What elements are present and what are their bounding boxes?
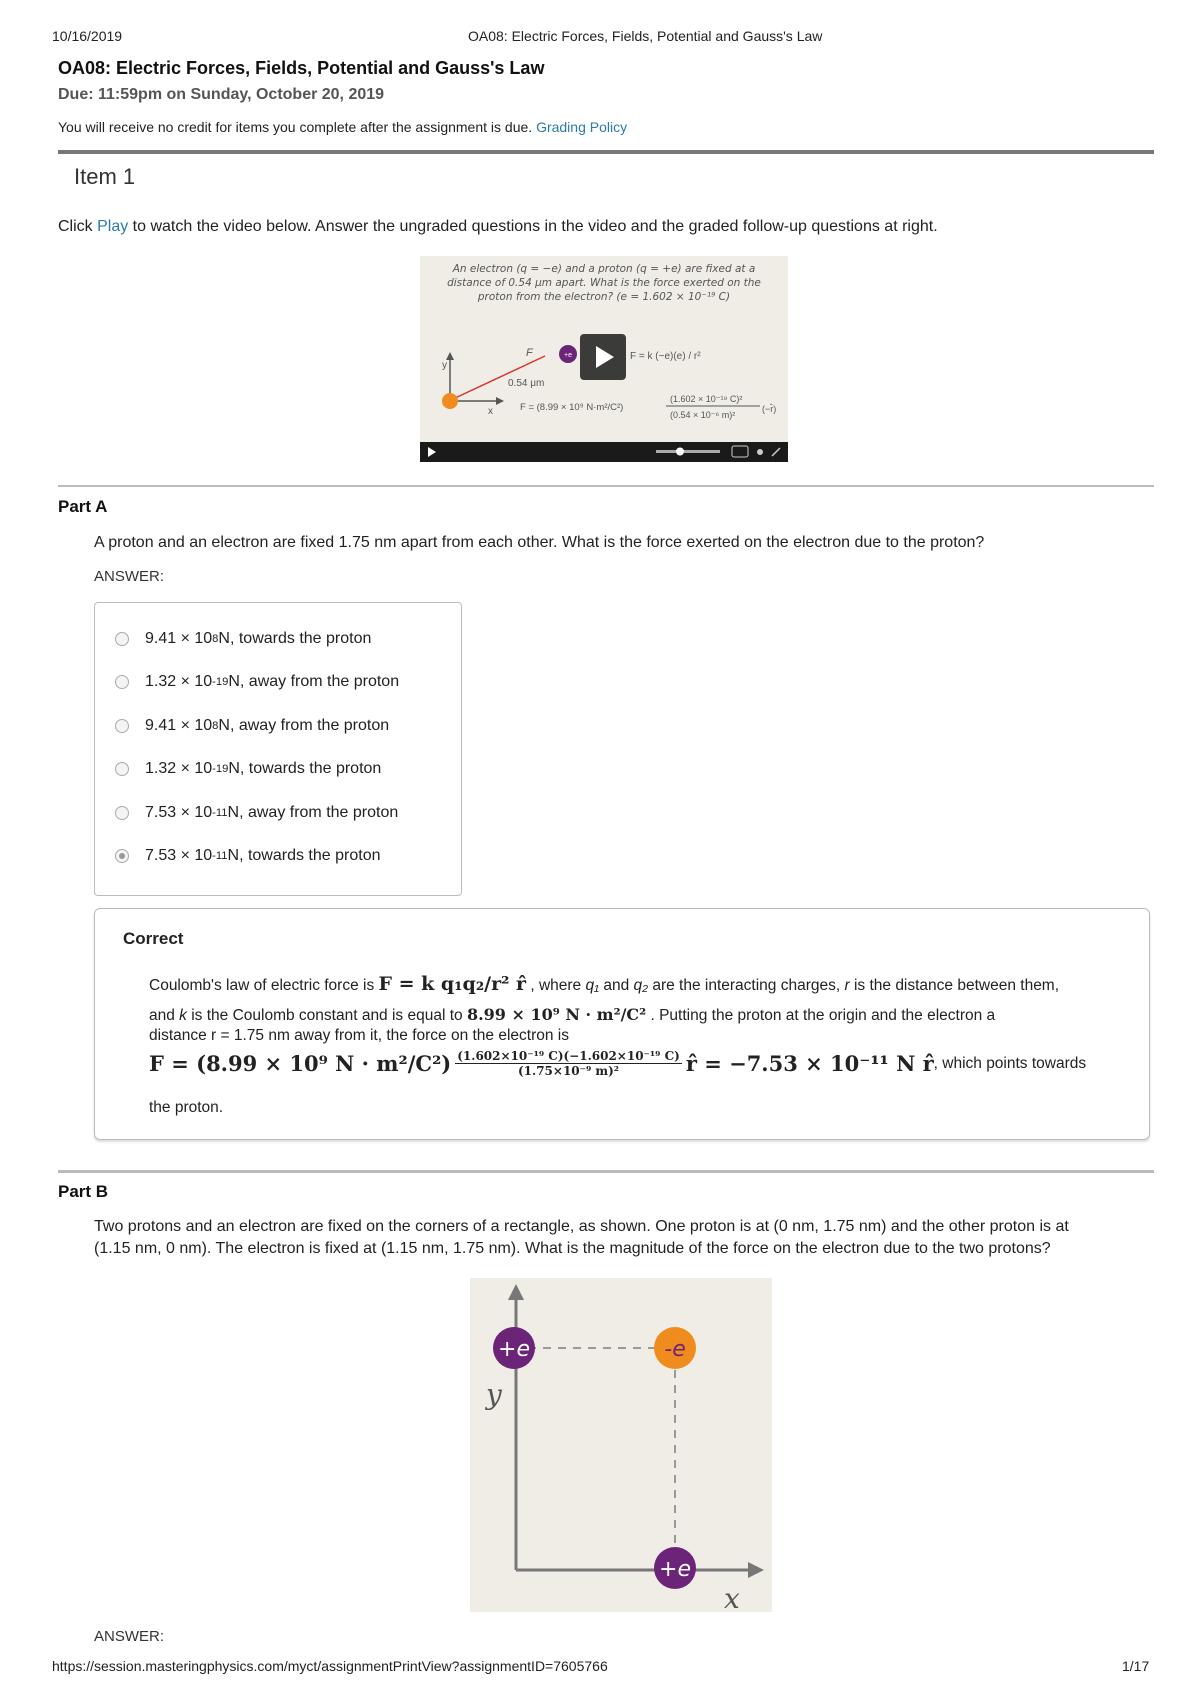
feedback-text: Coulomb's law of electric force is — [149, 977, 379, 994]
intro-text-before: Click — [58, 218, 98, 235]
part-b-label: Part B — [58, 1182, 109, 1201]
feedback-text: is the Coulomb constant and is equal to — [186, 1007, 467, 1024]
choice-exponent: -11 — [212, 850, 228, 862]
y-axis-arrow — [508, 1284, 524, 1300]
proton-right-label: +e — [659, 1557, 691, 1582]
diagram-axis-x: x — [724, 1582, 740, 1612]
part-a-feedback — [94, 908, 1150, 1140]
late-notice-text: You will receive no credit for items you complete after the assignment is due. — [58, 119, 533, 135]
choice-unit: N, away from the proton — [218, 717, 390, 734]
video-question-line-3: proton from the electron? (e = 1.602 × 10⁻¹⁹ C) — [477, 291, 731, 303]
feedback-line-2 — [149, 1005, 995, 1025]
part-b-question-line-1: Two protons and an electron are fixed on the corners of a rectangle, as shown. One proton is at (0 nm, 1.75 nm) and the other proton is at — [94, 1218, 1069, 1235]
late-notice — [58, 119, 627, 135]
choice-unit: N, towards the proton — [227, 847, 381, 864]
part-a-label: Part A — [58, 497, 108, 516]
print-url: https://session.masteringphysics.com/myct/assignmentPrintView?assignmentID=7605766 — [52, 1658, 608, 1674]
radio-button-selected[interactable] — [115, 849, 129, 863]
video-question-line-1: An electron (q = −e) and a proton (q = +e) are fixed at a — [452, 263, 756, 275]
video-electron — [442, 393, 458, 409]
choice-1[interactable] — [115, 628, 371, 650]
diagram-axis-y: y — [486, 1378, 502, 1411]
radio-button[interactable] — [115, 806, 129, 820]
q1-symbol: q₁ — [585, 977, 600, 994]
assignment-title: OA08: Electric Forces, Fields, Potential and Gauss's Law — [58, 58, 545, 78]
print-date: 10/16/2019 — [52, 28, 123, 44]
proton-top-label: +e — [498, 1337, 530, 1362]
part-a-question: A proton and an electron are fixed 1.75 nm apart from each other. What is the force exerted on the electron due to the proton? — [94, 534, 985, 551]
volume-knob — [676, 448, 684, 456]
radio-button[interactable] — [115, 719, 129, 733]
due-date: Due: 11:59pm on Sunday, October 20, 2019 — [58, 86, 385, 103]
video-controls-bar — [420, 442, 788, 462]
feedback-text: . Putting the proton at the origin and the electron a — [646, 1007, 996, 1024]
coulomb-formula: F = k q₁q₂/r² r̂ — [378, 973, 527, 995]
page-number: 1/17 — [1122, 1658, 1150, 1674]
video-formula-2: F = (8.99 × 10⁹ N·m²/C²) — [520, 402, 624, 413]
force-fraction-num: (1.602×10⁻¹⁹ C)(−1.602×10⁻¹⁹ C) — [457, 1049, 680, 1063]
choice-mantissa: 7.53 × 10 — [145, 804, 213, 821]
part-a-divider — [58, 485, 1154, 487]
video-question-line-2: distance of 0.54 μm apart. What is the force exerted on the — [447, 277, 761, 289]
choice-exponent: -19 — [212, 676, 229, 688]
charge-diagram-svg — [470, 1278, 772, 1612]
header-divider — [58, 150, 1154, 154]
choice-unit: N, away from the proton — [228, 673, 400, 690]
r-symbol: r — [844, 977, 850, 994]
choice-unit: N, towards the proton — [218, 630, 372, 647]
part-b-question-line-2: (1.15 nm, 0 nm). The electron is fixed at (1.15 nm, 1.75 nm). What is the magnitude of the force on the electron due to the two protons? — [94, 1240, 1051, 1257]
choice-mantissa: 7.53 × 10 — [145, 847, 213, 864]
force-equation-lhs: F = (8.99 × 10⁹ N · m²/C²) — [149, 1051, 452, 1076]
part-a-answer-label: ANSWER: — [94, 568, 165, 585]
feedback-text: , where — [526, 977, 586, 994]
feedback-text: is the distance between them, — [849, 977, 1060, 994]
choice-mantissa: 9.41 × 10 — [145, 717, 213, 734]
force-equation-rhs: r̂ = −7.53 × 10⁻¹¹ N r̂ — [685, 1051, 934, 1076]
choice-6[interactable] — [115, 845, 380, 867]
feedback-line-1 — [149, 973, 1059, 995]
k-symbol: k — [179, 1007, 187, 1024]
item-label: Item 1 — [74, 164, 136, 189]
choice-exponent: -19 — [212, 763, 229, 775]
feedback-text: and — [599, 977, 634, 994]
item-intro — [58, 218, 938, 236]
force-fraction — [455, 1049, 682, 1078]
grading-policy-link[interactable]: Grading Policy — [536, 119, 628, 135]
choice-5[interactable] — [115, 802, 398, 824]
video-formula-2-num: (1.602 × 10⁻¹⁹ C)² — [670, 394, 743, 404]
choice-unit: N, towards the proton — [228, 760, 382, 777]
choice-mantissa: 1.32 × 10 — [145, 760, 213, 777]
radio-button[interactable] — [115, 632, 129, 646]
feedback-text: , which points towards — [933, 1054, 1087, 1072]
choice-exponent: 8 — [212, 720, 219, 732]
play-link[interactable]: Play — [97, 218, 129, 235]
choice-unit: N, away from the proton — [227, 804, 399, 821]
q2-symbol: q₂ — [633, 977, 649, 994]
feedback-title: Correct — [123, 929, 184, 948]
intro-text-after: to watch the video below. Answer the ungraded questions in the video and the graded follow-up questions at right. — [128, 218, 938, 235]
feedback-text: and — [149, 1007, 180, 1024]
video-frame — [420, 256, 788, 462]
video-formula-1: F = k (−e)(e) / r² — [630, 351, 701, 362]
force-fraction-den: (1.75×10⁻⁹ m)² — [517, 1064, 620, 1078]
choice-mantissa: 1.32 × 10 — [145, 673, 213, 690]
coulomb-constant: 8.99 × 10⁹ N · m²/C² — [466, 1005, 647, 1024]
part-b-answer-label: ANSWER: — [94, 1628, 165, 1645]
video-axis-y: y — [442, 360, 447, 371]
video-proton-label: +e — [564, 352, 572, 359]
volume-slider — [656, 450, 720, 453]
radio-button[interactable] — [115, 762, 129, 776]
radio-button[interactable] — [115, 675, 129, 689]
video-axis-x: x — [488, 406, 493, 417]
video-player[interactable] — [420, 256, 788, 462]
settings-icon — [757, 449, 763, 455]
x-axis-arrow — [748, 1562, 764, 1578]
feedback-line-3: distance r = 1.75 nm away from it, the force on the electron is — [149, 1027, 569, 1044]
part-a-choices — [94, 602, 462, 896]
video-formula-2-den: (0.54 × 10⁻⁶ m)² — [670, 410, 736, 420]
rectangle-charge-diagram — [470, 1278, 772, 1612]
video-distance-label: 0.54 μm — [508, 378, 545, 389]
part-b-divider — [58, 1170, 1154, 1173]
print-header-title: OA08: Electric Forces, Fields, Potential and Gauss's Law — [468, 28, 823, 44]
choice-mantissa: 9.41 × 10 — [145, 630, 213, 647]
video-formula-2-tail: (−r̂) — [762, 404, 777, 414]
choice-3[interactable] — [115, 715, 389, 737]
electron-label: -e — [664, 1337, 686, 1362]
choice-2[interactable] — [115, 671, 399, 693]
choice-4[interactable] — [115, 758, 381, 780]
feedback-line-5: the proton. — [149, 1099, 224, 1116]
video-force-label: F — [526, 347, 533, 359]
choice-exponent: -11 — [212, 807, 228, 819]
choice-exponent: 8 — [212, 633, 219, 645]
feedback-line-4 — [149, 1049, 1086, 1078]
feedback-text: are the interacting charges, — [648, 977, 845, 994]
